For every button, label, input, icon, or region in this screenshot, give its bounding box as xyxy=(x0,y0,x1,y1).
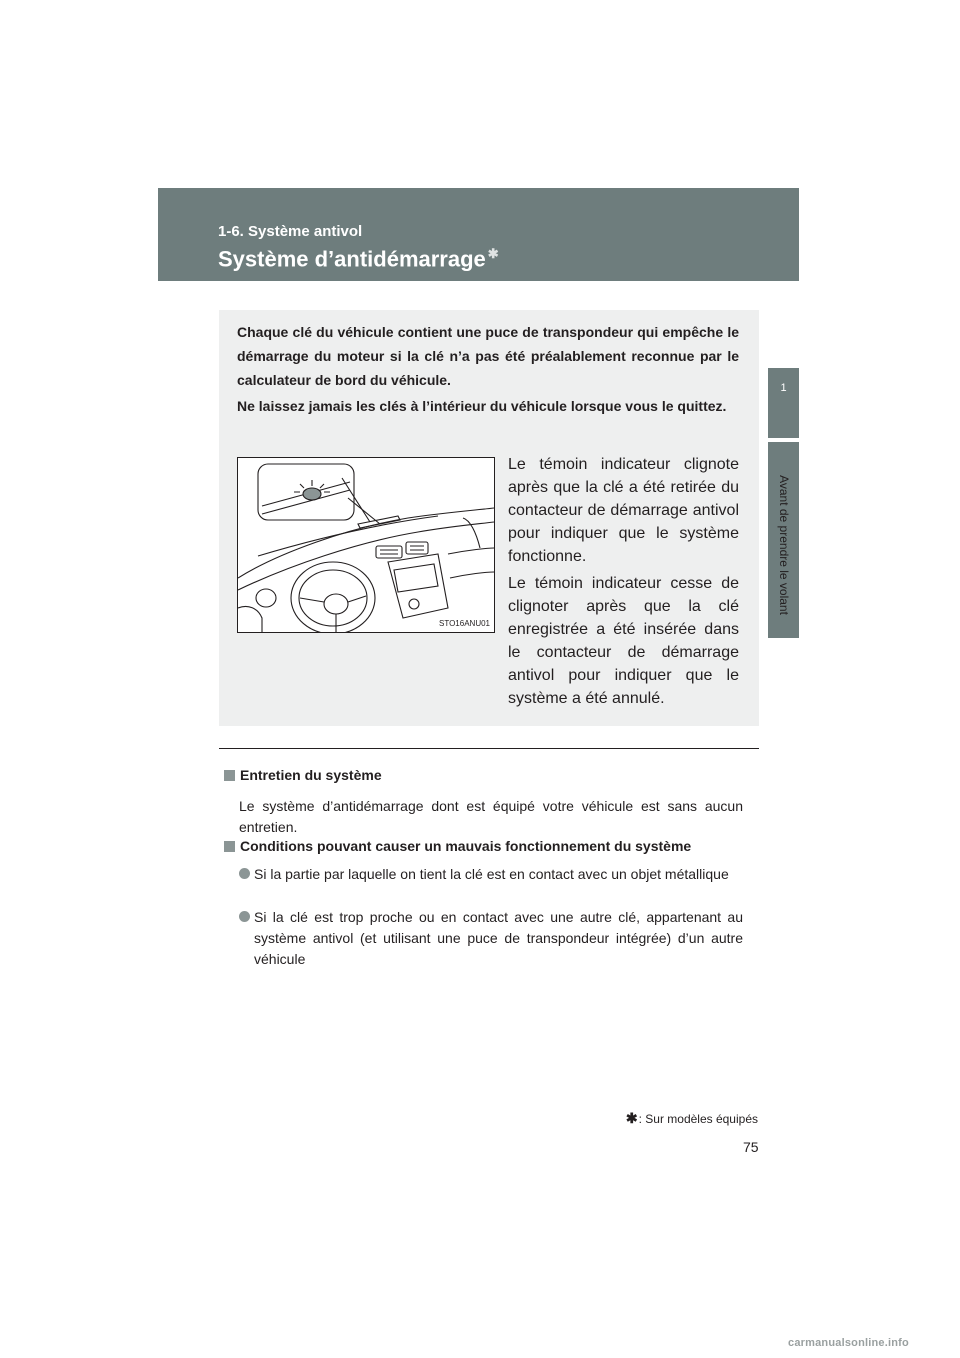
section-heading-conditions xyxy=(224,838,691,854)
section-heading-text: Entretien du système xyxy=(240,767,382,783)
footnote xyxy=(626,1110,758,1127)
square-bullet-icon xyxy=(224,770,235,781)
list-item-text: Si la clé est trop proche ou en contact avec une autre clé, appartenant au système antivol (et utilisant une puce de transpondeur intégrée) d’un autre véhicule xyxy=(254,909,743,967)
intro-box xyxy=(219,310,759,726)
page-title-text: Système d’antidémarrage xyxy=(218,246,486,272)
asterisk-icon: ✱ xyxy=(625,1110,638,1126)
section-heading-text: Conditions pouvant causer un mauvais fonctionnement du système xyxy=(240,838,692,854)
chapter-title: Avant de prendre le volant xyxy=(777,475,791,615)
chapter-number: 1 xyxy=(768,368,799,438)
indicator-stop-text: Le témoin indicateur cesse de clignoter après que la clé enregistrée a été insérée dans le contacteur de démarrage antivol pour indiquer que le système a été annulé. xyxy=(508,575,739,707)
round-bullet-icon xyxy=(239,868,250,879)
section-label: 1-6. Système antivol xyxy=(218,223,363,240)
list-item xyxy=(239,907,743,970)
list-item xyxy=(239,864,743,885)
dashboard-illustration xyxy=(237,457,495,633)
footnote-text: : Sur modèles équipés xyxy=(638,1112,758,1126)
maintenance-text: Le système d’antidémarrage dont est équipé votre véhicule est sans aucun entretien. xyxy=(239,798,743,835)
intro-paragraph-1: Chaque clé du véhicule contient une puce de transpondeur qui empêche le démarrage du moteur si la clé n’a pas été préalablement reconnue par le calculateur de bord du véhicule. xyxy=(237,324,739,388)
watermark: carmanualsonline.info xyxy=(788,1337,909,1349)
divider xyxy=(219,748,759,749)
header-band xyxy=(158,188,799,281)
page-title xyxy=(218,246,499,272)
indicator-blink-text: Le témoin indicateur clignote après que la clé a été retirée du contacteur de démarrage antivol pour indiquer que le système fonctionne. xyxy=(508,456,739,565)
square-bullet-icon xyxy=(224,841,235,852)
section-heading-maintenance xyxy=(224,767,382,783)
figure-code: STO16ANU01 xyxy=(439,619,490,628)
intro-paragraph-2: Ne laissez jamais les clés à l’intérieur du véhicule lorsque vous le quittez. xyxy=(237,398,727,414)
page-number: 75 xyxy=(743,1139,759,1155)
round-bullet-icon xyxy=(239,911,250,922)
list-item-text: Si la partie par laquelle on tient la clé est en contact avec un objet métallique xyxy=(254,866,729,882)
asterisk-icon: ✱ xyxy=(487,246,499,261)
dashboard-drawing xyxy=(238,458,494,632)
